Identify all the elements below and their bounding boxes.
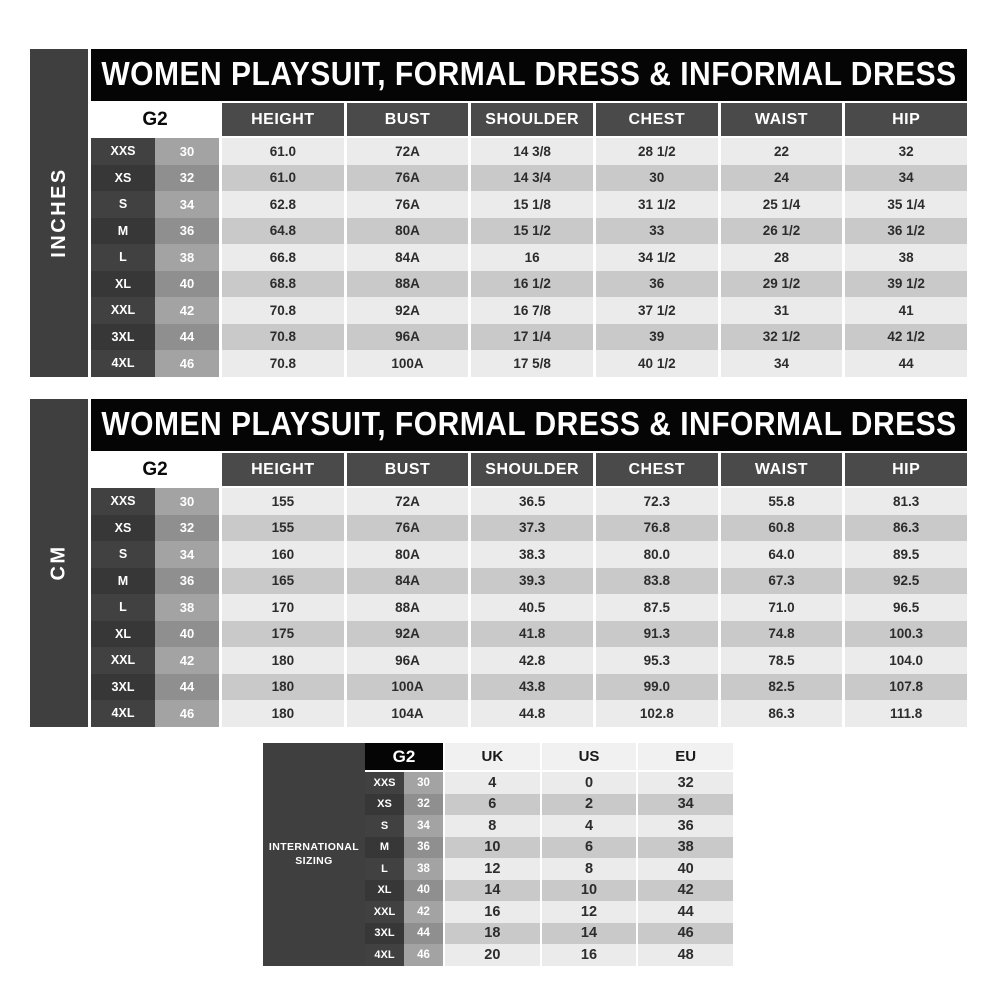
value-cell: 44 — [638, 901, 733, 923]
value-cell: 91.3 — [596, 621, 718, 648]
column-header-waist: WAIST — [721, 453, 843, 486]
value-cell: 67.3 — [721, 568, 843, 595]
value-cell: 100A — [347, 350, 469, 377]
g2-number-cell: 30 — [404, 772, 443, 794]
value-cell: 6 — [542, 837, 637, 859]
value-cell: 66.8 — [222, 244, 344, 271]
table-row — [365, 772, 733, 794]
value-cell: 111.8 — [845, 700, 967, 727]
size-label-cell: 4XL — [91, 700, 155, 727]
g2-number-cell: 42 — [155, 647, 219, 674]
value-cell: 180 — [222, 674, 344, 701]
size-label-cell: XS — [91, 165, 155, 192]
column-header-uk: UK — [445, 743, 540, 770]
unit-label-cm: CM — [47, 544, 70, 581]
inches-table-rows — [91, 138, 967, 377]
cm-table-title — [91, 399, 967, 451]
value-cell: 14 — [445, 880, 540, 902]
value-cell: 20 — [445, 944, 540, 966]
size-label-cell: 3XL — [91, 324, 155, 351]
size-label-cell: 3XL — [91, 674, 155, 701]
value-cell: 42 — [638, 880, 733, 902]
g2-number-cell: 42 — [404, 901, 443, 923]
value-cell: 107.8 — [845, 674, 967, 701]
g2-number-cell: 38 — [404, 858, 443, 880]
column-header-shoulder: SHOULDER — [471, 103, 593, 136]
size-group — [91, 138, 219, 165]
size-label-cell: S — [365, 815, 404, 837]
value-cell: 84A — [347, 568, 469, 595]
g2-corner-cell-black: G2 — [365, 743, 443, 770]
value-cell: 55.8 — [721, 488, 843, 515]
value-cell: 29 1/2 — [721, 271, 843, 298]
value-cell: 64.8 — [222, 218, 344, 245]
value-cell: 76A — [347, 165, 469, 192]
table-row — [365, 944, 733, 966]
value-cell: 22 — [721, 138, 843, 165]
value-cell: 40 — [638, 858, 733, 880]
value-cell: 165 — [222, 568, 344, 595]
g2-number-cell: 36 — [404, 837, 443, 859]
value-cell: 42 1/2 — [845, 324, 967, 351]
value-cell: 32 — [845, 138, 967, 165]
table-row — [365, 837, 733, 859]
value-cell: 28 1/2 — [596, 138, 718, 165]
value-cell: 155 — [222, 515, 344, 542]
international-sizing-side-box — [263, 743, 365, 966]
cm-table-title-text: WOMEN PLAYSUIT, FORMAL DRESS & INFORMAL DRESS — [101, 405, 957, 443]
value-cell: 30 — [596, 165, 718, 192]
value-cell: 70.8 — [222, 324, 344, 351]
g2-number-cell: 40 — [404, 880, 443, 902]
g2-number-cell: 30 — [155, 138, 219, 165]
cm-table — [30, 399, 967, 727]
size-label-cell: XXL — [91, 297, 155, 324]
table-row — [91, 700, 967, 727]
value-cell: 33 — [596, 218, 718, 245]
g2-number-cell: 42 — [155, 297, 219, 324]
value-cell: 34 — [638, 794, 733, 816]
size-group — [91, 324, 219, 351]
value-cell: 16 1/2 — [471, 271, 593, 298]
column-header-hip: HIP — [845, 103, 967, 136]
value-cell: 80A — [347, 218, 469, 245]
size-group — [91, 568, 219, 595]
size-group — [91, 165, 219, 192]
value-cell: 12 — [445, 858, 540, 880]
value-cell: 43.8 — [471, 674, 593, 701]
value-cell: 38.3 — [471, 541, 593, 568]
table-row — [91, 297, 967, 324]
table-row — [91, 191, 967, 218]
value-cell: 16 — [542, 944, 637, 966]
size-group — [91, 218, 219, 245]
size-group — [365, 858, 443, 880]
international-label-line2: SIZING — [295, 855, 333, 868]
cm-table-main — [91, 399, 967, 727]
g2-number-cell: 44 — [155, 324, 219, 351]
value-cell: 180 — [222, 647, 344, 674]
size-label-cell: XS — [91, 515, 155, 542]
value-cell: 15 1/8 — [471, 191, 593, 218]
size-label-cell: M — [91, 568, 155, 595]
inches-header-row — [91, 103, 967, 136]
value-cell: 84A — [347, 244, 469, 271]
size-group — [91, 297, 219, 324]
table-row — [365, 901, 733, 923]
table-row — [91, 647, 967, 674]
table-row — [91, 350, 967, 377]
table-row — [91, 271, 967, 298]
value-cell: 16 — [471, 244, 593, 271]
value-cell: 70.8 — [222, 297, 344, 324]
value-cell: 26 1/2 — [721, 218, 843, 245]
cm-side-bar — [30, 399, 88, 727]
table-row — [91, 515, 967, 542]
value-cell: 61.0 — [222, 165, 344, 192]
size-group — [365, 944, 443, 966]
table-row — [91, 218, 967, 245]
table-row — [365, 880, 733, 902]
value-cell: 99.0 — [596, 674, 718, 701]
international-sizing-table — [263, 743, 733, 966]
value-cell: 42.8 — [471, 647, 593, 674]
size-label-cell: XL — [365, 880, 404, 902]
value-cell: 39.3 — [471, 568, 593, 595]
value-cell: 32 — [638, 772, 733, 794]
g2-number-cell: 44 — [155, 674, 219, 701]
size-group — [91, 647, 219, 674]
size-group — [365, 901, 443, 923]
g2-number-cell: 34 — [404, 815, 443, 837]
value-cell: 41.8 — [471, 621, 593, 648]
value-cell: 95.3 — [596, 647, 718, 674]
g2-number-cell: 36 — [155, 568, 219, 595]
size-group — [365, 837, 443, 859]
table-row — [91, 244, 967, 271]
g2-number-cell: 32 — [404, 794, 443, 816]
table-row — [91, 621, 967, 648]
value-cell: 74.8 — [721, 621, 843, 648]
value-cell: 92.5 — [845, 568, 967, 595]
value-cell: 72.3 — [596, 488, 718, 515]
value-cell: 2 — [542, 794, 637, 816]
size-label-cell: L — [91, 594, 155, 621]
value-cell: 35 1/4 — [845, 191, 967, 218]
value-cell: 83.8 — [596, 568, 718, 595]
value-cell: 14 3/8 — [471, 138, 593, 165]
size-group — [91, 700, 219, 727]
value-cell: 0 — [542, 772, 637, 794]
value-cell: 4 — [445, 772, 540, 794]
g2-corner-cell: G2 — [91, 103, 219, 136]
size-label-cell: M — [91, 218, 155, 245]
size-label-cell: S — [91, 191, 155, 218]
value-cell: 89.5 — [845, 541, 967, 568]
value-cell: 12 — [542, 901, 637, 923]
size-group — [91, 541, 219, 568]
inches-table — [30, 49, 967, 377]
g2-number-cell: 38 — [155, 244, 219, 271]
size-label-cell: 4XL — [365, 944, 404, 966]
table-row — [91, 324, 967, 351]
value-cell: 34 — [845, 165, 967, 192]
size-group — [91, 191, 219, 218]
value-cell: 18 — [445, 923, 540, 945]
cm-header-row — [91, 453, 967, 486]
value-cell: 76.8 — [596, 515, 718, 542]
value-cell: 4 — [542, 815, 637, 837]
value-cell: 38 — [638, 837, 733, 859]
value-cell: 17 5/8 — [471, 350, 593, 377]
size-label-cell: XS — [365, 794, 404, 816]
g2-number-cell: 46 — [155, 350, 219, 377]
g2-number-cell: 30 — [155, 488, 219, 515]
value-cell: 6 — [445, 794, 540, 816]
inches-table-title-text: WOMEN PLAYSUIT, FORMAL DRESS & INFORMAL DRESS — [101, 55, 957, 93]
value-cell: 32 1/2 — [721, 324, 843, 351]
value-cell: 39 — [596, 324, 718, 351]
value-cell: 170 — [222, 594, 344, 621]
table-row — [91, 138, 967, 165]
value-cell: 17 1/4 — [471, 324, 593, 351]
value-cell: 28 — [721, 244, 843, 271]
value-cell: 102.8 — [596, 700, 718, 727]
value-cell: 15 1/2 — [471, 218, 593, 245]
size-label-cell: 3XL — [365, 923, 404, 945]
international-table-main — [365, 743, 733, 966]
value-cell: 46 — [638, 923, 733, 945]
table-row — [365, 794, 733, 816]
g2-number-cell: 40 — [155, 621, 219, 648]
g2-number-cell: 44 — [404, 923, 443, 945]
international-sizing-label — [269, 840, 359, 869]
g2-number-cell: 40 — [155, 271, 219, 298]
column-header-bust: BUST — [347, 453, 469, 486]
international-label-line1: INTERNATIONAL — [268, 840, 360, 853]
size-group — [91, 621, 219, 648]
value-cell: 80A — [347, 541, 469, 568]
inches-side-bar — [30, 49, 88, 377]
size-group — [365, 772, 443, 794]
value-cell: 62.8 — [222, 191, 344, 218]
value-cell: 72A — [347, 138, 469, 165]
value-cell: 41 — [845, 297, 967, 324]
cm-table-rows — [91, 488, 967, 727]
table-row — [91, 568, 967, 595]
value-cell: 14 3/4 — [471, 165, 593, 192]
value-cell: 96.5 — [845, 594, 967, 621]
size-label-cell: M — [365, 837, 404, 859]
value-cell: 180 — [222, 700, 344, 727]
size-label-cell: XXS — [91, 488, 155, 515]
value-cell: 44.8 — [471, 700, 593, 727]
value-cell: 16 — [445, 901, 540, 923]
value-cell: 104A — [347, 700, 469, 727]
value-cell: 36 — [638, 815, 733, 837]
column-header-eu: EU — [638, 743, 733, 770]
value-cell: 92A — [347, 621, 469, 648]
g2-number-cell: 38 — [155, 594, 219, 621]
inches-table-title — [91, 49, 967, 101]
value-cell: 31 1/2 — [596, 191, 718, 218]
size-group — [365, 923, 443, 945]
column-header-chest: CHEST — [596, 103, 718, 136]
g2-corner-cell: G2 — [91, 453, 219, 486]
table-row — [365, 815, 733, 837]
value-cell: 34 — [721, 350, 843, 377]
g2-number-cell: 34 — [155, 191, 219, 218]
size-label-cell: 4XL — [91, 350, 155, 377]
value-cell: 70.8 — [222, 350, 344, 377]
unit-label-inches: INCHES — [47, 167, 70, 259]
g2-number-cell: 46 — [404, 944, 443, 966]
table-row — [91, 594, 967, 621]
value-cell: 100A — [347, 674, 469, 701]
size-label-cell: L — [91, 244, 155, 271]
size-group — [91, 674, 219, 701]
value-cell: 10 — [542, 880, 637, 902]
column-header-height: HEIGHT — [222, 103, 344, 136]
size-label-cell: XXS — [91, 138, 155, 165]
value-cell: 96A — [347, 647, 469, 674]
value-cell: 81.3 — [845, 488, 967, 515]
column-header-hip: HIP — [845, 453, 967, 486]
table-row — [91, 488, 967, 515]
value-cell: 8 — [445, 815, 540, 837]
value-cell: 71.0 — [721, 594, 843, 621]
column-header-bust: BUST — [347, 103, 469, 136]
table-row — [365, 923, 733, 945]
value-cell: 78.5 — [721, 647, 843, 674]
table-row — [91, 674, 967, 701]
value-cell: 92A — [347, 297, 469, 324]
value-cell: 96A — [347, 324, 469, 351]
value-cell: 175 — [222, 621, 344, 648]
size-label-cell: L — [365, 858, 404, 880]
size-group — [365, 880, 443, 902]
value-cell: 61.0 — [222, 138, 344, 165]
table-row — [91, 541, 967, 568]
value-cell: 86.3 — [845, 515, 967, 542]
value-cell: 16 7/8 — [471, 297, 593, 324]
value-cell: 68.8 — [222, 271, 344, 298]
international-table-rows — [365, 772, 733, 966]
value-cell: 36 1/2 — [845, 218, 967, 245]
value-cell: 37.3 — [471, 515, 593, 542]
value-cell: 10 — [445, 837, 540, 859]
value-cell: 72A — [347, 488, 469, 515]
value-cell: 160 — [222, 541, 344, 568]
value-cell: 60.8 — [721, 515, 843, 542]
value-cell: 87.5 — [596, 594, 718, 621]
value-cell: 64.0 — [721, 541, 843, 568]
size-label-cell: S — [91, 541, 155, 568]
international-header-row — [365, 743, 733, 770]
column-header-shoulder: SHOULDER — [471, 453, 593, 486]
value-cell: 80.0 — [596, 541, 718, 568]
column-header-waist: WAIST — [721, 103, 843, 136]
g2-number-cell: 46 — [155, 700, 219, 727]
value-cell: 8 — [542, 858, 637, 880]
column-header-height: HEIGHT — [222, 453, 344, 486]
size-group — [91, 271, 219, 298]
size-label-cell: XXL — [365, 901, 404, 923]
g2-number-cell: 32 — [155, 515, 219, 542]
value-cell: 44 — [845, 350, 967, 377]
size-group — [91, 515, 219, 542]
table-row — [365, 858, 733, 880]
value-cell: 76A — [347, 191, 469, 218]
value-cell: 104.0 — [845, 647, 967, 674]
size-label-cell: XXL — [91, 647, 155, 674]
size-group — [365, 815, 443, 837]
value-cell: 34 1/2 — [596, 244, 718, 271]
value-cell: 14 — [542, 923, 637, 945]
value-cell: 48 — [638, 944, 733, 966]
column-header-chest: CHEST — [596, 453, 718, 486]
g2-number-cell: 34 — [155, 541, 219, 568]
column-header-us: US — [542, 743, 637, 770]
size-group — [91, 488, 219, 515]
size-label-cell: XL — [91, 271, 155, 298]
size-label-cell: XXS — [365, 772, 404, 794]
g2-number-cell: 36 — [155, 218, 219, 245]
value-cell: 31 — [721, 297, 843, 324]
table-row — [91, 165, 967, 192]
size-group — [365, 794, 443, 816]
value-cell: 36 — [596, 271, 718, 298]
value-cell: 36.5 — [471, 488, 593, 515]
size-group — [91, 594, 219, 621]
value-cell: 40 1/2 — [596, 350, 718, 377]
value-cell: 37 1/2 — [596, 297, 718, 324]
inches-table-main — [91, 49, 967, 377]
value-cell: 155 — [222, 488, 344, 515]
size-group — [91, 350, 219, 377]
value-cell: 86.3 — [721, 700, 843, 727]
size-group — [91, 244, 219, 271]
value-cell: 24 — [721, 165, 843, 192]
size-label-cell: XL — [91, 621, 155, 648]
g2-number-cell: 32 — [155, 165, 219, 192]
value-cell: 88A — [347, 594, 469, 621]
value-cell: 100.3 — [845, 621, 967, 648]
value-cell: 82.5 — [721, 674, 843, 701]
value-cell: 25 1/4 — [721, 191, 843, 218]
value-cell: 76A — [347, 515, 469, 542]
value-cell: 40.5 — [471, 594, 593, 621]
value-cell: 39 1/2 — [845, 271, 967, 298]
value-cell: 38 — [845, 244, 967, 271]
value-cell: 88A — [347, 271, 469, 298]
